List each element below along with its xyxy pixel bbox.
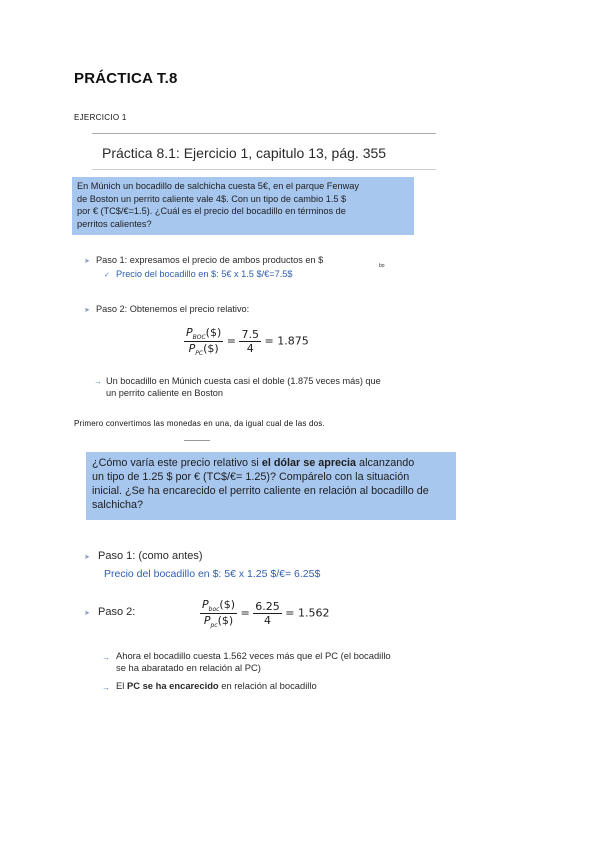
question-line: un tipo de 1.25 $ por € (TC$/€= 1.25)? Compárelo con la situación: [92, 471, 410, 483]
question-line: ¿Cómo varía este precio relativo si el dólar se aprecia alcanzando: [92, 457, 415, 469]
check-bullet-icon: ✓: [104, 272, 110, 279]
question-box-1: [72, 177, 414, 235]
question-line: En Múnich un bocadillo de salchicha cuesta 5€, en el parque Fenway: [77, 181, 359, 191]
question-line: por € (TC$/€=1.5). ¿Cuál es el precio del bocadillo en términos de: [77, 206, 346, 216]
question-line: inicial. ¿Se ha encarecido el perrito caliente en relación al bocadillo de: [92, 485, 429, 497]
formula-1-lhs: [184, 326, 223, 357]
slide-1: [77, 133, 436, 408]
formula-2-result: = 1.562: [285, 606, 330, 620]
step-1-subtext-value: Precio del bocadillo en $: 5€ x 1.25 $/€= 6.25$: [104, 568, 321, 580]
formula-2-fraction: $\frac{6.25}{4}$: [255, 600, 280, 628]
conclusion-1: Un bocadillo en Múnich cuesta casi el doble (1.875 veces más) que un perrito caliente en Boston: [106, 376, 381, 398]
formula-2-numerator: $P_{boc}(\$)$: [202, 598, 236, 614]
arrow-bullet-icon: →: [102, 683, 110, 692]
slide-top-border: [92, 133, 436, 134]
formula-1-denominator: $P_{PC}(\$)$: [188, 342, 219, 358]
step-1-text: Paso 1: (como antes): [98, 550, 203, 562]
slide-1-title: Práctica 8.1: Ejercicio 1, capitulo 13, pág. 355: [102, 145, 387, 161]
chevron-bullet-icon: ➤: [84, 554, 90, 561]
formula-1-numerator: $P_{BOC}(\$)$: [186, 326, 222, 342]
formula-1-fraction: $\frac{7.5}{4}$: [241, 328, 259, 356]
formula-1-equals: =: [226, 334, 236, 348]
step-1-subtext: [104, 568, 320, 580]
slide-2: [82, 540, 452, 700]
conclusion-2b: El PC se ha encarecido en relación al bocadillo: [116, 680, 317, 691]
formula-2-equals: =: [240, 606, 250, 620]
question-line: salchicha?: [92, 499, 144, 511]
step-2-text: Paso 2: Obtenemos el precio relativo:: [96, 304, 250, 314]
divider-mark: [184, 440, 210, 441]
exercise-label: EJERCICIO 1: [74, 113, 127, 122]
question-line: perritos calientes?: [77, 218, 152, 229]
step-1-subtext-value: Precio del bocadillo en $: 5€ x 1.5 $/€=7.5$: [116, 269, 293, 279]
formula-2: [200, 598, 329, 629]
step-1-subtext: [116, 269, 292, 279]
question-line: de Boston un perrito caliente vale 4$. Con un tipo de cambio 1.5 $: [77, 193, 347, 204]
formula-1: [184, 326, 309, 357]
arrow-bullet-icon: →: [102, 653, 110, 662]
page-title: PRÁCTICA T.8: [74, 70, 178, 87]
slide-title-divider: [92, 169, 436, 170]
chevron-bullet-icon: ➤: [84, 610, 90, 617]
arrow-bullet-icon: →: [94, 377, 102, 386]
chevron-bullet-icon: ➤: [84, 307, 90, 314]
formula-2-denominator: $P_{pc}(\$)$: [203, 614, 234, 630]
formula-1-result: = 1.875: [264, 334, 309, 348]
step-2-text: Paso 2:: [98, 606, 136, 618]
step-1-mark: bo: [379, 263, 385, 269]
question-box-2: [86, 452, 456, 520]
formula-2-lhs: [200, 598, 237, 629]
note-text: Primero convertimos las monedas en una, da igual cual de las dos.: [74, 419, 325, 428]
chevron-bullet-icon: ➤: [84, 258, 90, 265]
conclusion-2a: Ahora el bocadillo cuesta 1.562 veces más que el PC (el bocadillo se ha abaratado en relación al PC): [116, 650, 391, 673]
step-1-text: Paso 1: expresamos el precio de ambos productos en $: [96, 255, 324, 265]
